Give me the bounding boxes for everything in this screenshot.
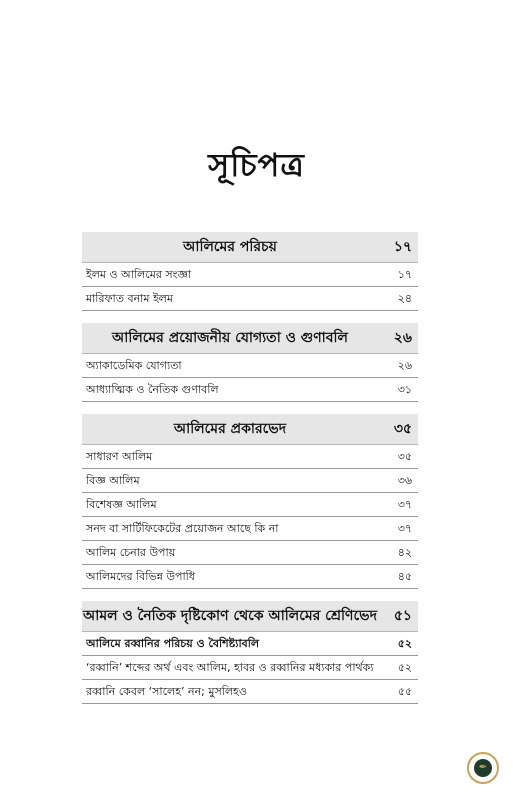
entry-title: সাধারণ আলিম xyxy=(86,450,153,463)
entry-page-number: ৪২ xyxy=(397,546,412,559)
entry-page-number: ৫৫ xyxy=(397,685,412,698)
toc-entry xyxy=(82,656,418,680)
entry-title: সনদ বা সার্টিফিকেটের প্রয়োজন আছে কি না xyxy=(86,522,279,535)
entry-title: বিজ্ঞ আলিম xyxy=(86,474,140,487)
entry-title: আলিমদের বিভিন্ন উপাধি xyxy=(86,570,195,583)
table-of-contents xyxy=(82,232,418,716)
publisher-logo-icon xyxy=(467,752,499,784)
toc-entry xyxy=(82,354,418,378)
toc-entry xyxy=(82,493,418,517)
entry-title: ‘রব্বানি’ শব্দের অর্থ এবং আলিম, হাবর ও রব্বানির মধ্যকার পার্থক্য xyxy=(86,661,374,674)
toc-entry xyxy=(82,517,418,541)
entry-page-number: ৩৬ xyxy=(397,474,412,487)
entry-title: মারিফাত বনাম ইলম xyxy=(86,292,173,305)
section-heading-row xyxy=(82,323,418,354)
entry-page-number: ৩১ xyxy=(397,383,412,396)
entry-page-number: ৩৭ xyxy=(397,498,412,511)
entry-title: আধ্যাত্মিক ও নৈতিক গুণাবলি xyxy=(86,383,219,396)
section-heading-row xyxy=(82,414,418,445)
toc-entry xyxy=(82,287,418,311)
logo-emblem xyxy=(474,759,492,777)
entry-page-number: ৩৭ xyxy=(397,522,412,535)
entry-page-number: ৫২ xyxy=(397,637,412,650)
entry-page-number: ২৪ xyxy=(397,292,412,305)
section-heading-row xyxy=(82,601,418,632)
entry-page-number: ৪৫ xyxy=(397,570,412,583)
pen-icon: ✒ xyxy=(478,762,488,773)
section-heading: আলিমের পরিচয় xyxy=(183,239,277,255)
toc-entry xyxy=(82,541,418,565)
section-heading: আলিমের প্রয়োজনীয় যোগ্যতা ও গুণাবলি xyxy=(112,330,348,346)
section-page-number: ১৭ xyxy=(393,239,412,255)
section-heading: আমল ও নৈতিক দৃষ্টিকোণ থেকে আলিমের শ্রেণিভেদ xyxy=(83,608,377,624)
section-heading-row xyxy=(82,232,418,263)
toc-section xyxy=(82,601,418,704)
entry-title: আলিম চেনার উপায় xyxy=(86,546,176,559)
entry-page-number: ৫২ xyxy=(397,661,412,674)
section-page-number: ৫১ xyxy=(393,608,412,624)
toc-section xyxy=(82,414,418,589)
toc-entry xyxy=(82,263,418,287)
entry-title: ইলম ও আলিমের সংজ্ঞা xyxy=(86,268,192,281)
toc-section xyxy=(82,323,418,402)
toc-entry xyxy=(82,469,418,493)
entry-title: আলিমে রব্বানির পরিচয় ও বৈশিষ্ট্যাবলি xyxy=(86,637,260,650)
section-page-number: ২৬ xyxy=(393,330,412,346)
toc-entry xyxy=(82,565,418,589)
entry-page-number: ২৬ xyxy=(397,359,412,372)
entry-title: রব্বানি কেবল ‘সালেহ’ নন; মুসলিহও xyxy=(86,685,247,698)
toc-entry xyxy=(82,445,418,469)
entry-page-number: ৩৫ xyxy=(397,450,412,463)
toc-section xyxy=(82,232,418,311)
toc-entry xyxy=(82,680,418,704)
entry-title: অ্যাকাডেমিক যোগ্যতা xyxy=(86,359,182,372)
entry-page-number: ১৭ xyxy=(397,268,412,281)
entry-title: বিশেষজ্ঞ আলিম xyxy=(86,498,157,511)
section-heading: আলিমের প্রকারভেদ xyxy=(173,421,287,437)
page-title: সূচিপত্র xyxy=(208,146,305,184)
toc-entry xyxy=(82,632,418,656)
section-page-number: ৩৫ xyxy=(393,421,412,437)
toc-entry xyxy=(82,378,418,402)
